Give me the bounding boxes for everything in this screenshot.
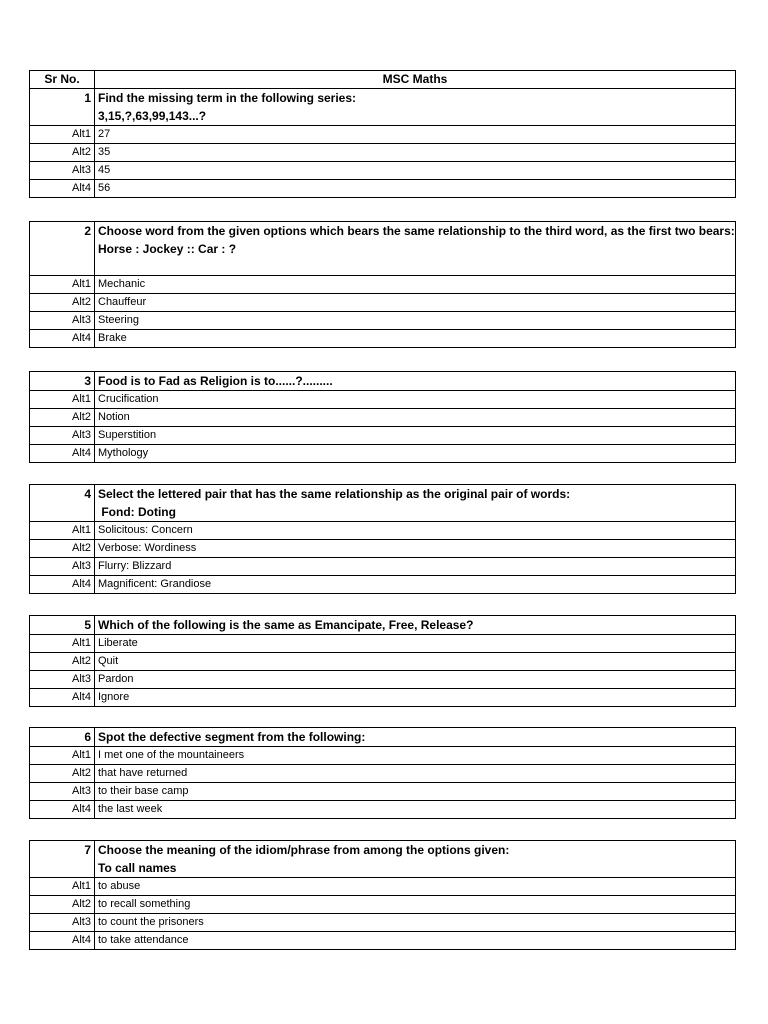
alt-text: to abuse xyxy=(95,878,736,896)
alt-text: Mythology xyxy=(95,445,736,463)
alt-label: Alt4 xyxy=(30,445,95,463)
alt-label: Alt4 xyxy=(30,576,95,594)
question-text xyxy=(95,222,736,276)
alt-text: Liberate xyxy=(95,635,736,653)
alternative-row xyxy=(30,445,736,463)
alt-label: Alt2 xyxy=(30,896,95,914)
question-row xyxy=(30,841,736,878)
alt-label: Alt3 xyxy=(30,162,95,180)
question-text xyxy=(95,485,736,522)
alternative-row xyxy=(30,558,736,576)
question-line: Select the lettered pair that has the same relationship as the original pair of words: xyxy=(98,487,571,501)
alt-label: Alt1 xyxy=(30,126,95,144)
alt-text: the last week xyxy=(95,801,736,819)
alt-label: Alt2 xyxy=(30,540,95,558)
alt-text: Quit xyxy=(95,653,736,671)
alt-text: I met one of the mountaineers xyxy=(95,747,736,765)
question-line: Choose the meaning of the idiom/phrase from among the options given: xyxy=(98,843,510,857)
alternative-row xyxy=(30,896,736,914)
alt-text: to take attendance xyxy=(95,932,736,950)
alt-text: Notion xyxy=(95,409,736,427)
question-text xyxy=(95,616,736,635)
alternative-row xyxy=(30,294,736,312)
alt-text: Flurry: Blizzard xyxy=(95,558,736,576)
question-number: 3 xyxy=(30,372,95,391)
alt-text: Superstition xyxy=(95,427,736,445)
question-number: 6 xyxy=(30,728,95,747)
alt-label: Alt3 xyxy=(30,914,95,932)
question-text xyxy=(95,841,736,878)
alternative-row xyxy=(30,427,736,445)
question-line: Spot the defective segment from the following: xyxy=(98,730,366,744)
question-row xyxy=(30,222,736,276)
alternative-row xyxy=(30,765,736,783)
question-row xyxy=(30,372,736,391)
sr-no-header: Sr No. xyxy=(30,71,95,89)
alt-label: Alt1 xyxy=(30,276,95,294)
alternative-row xyxy=(30,276,736,294)
question-table-3 xyxy=(29,371,736,463)
question-number: 5 xyxy=(30,616,95,635)
alternative-row xyxy=(30,635,736,653)
alt-label: Alt1 xyxy=(30,522,95,540)
alternative-row xyxy=(30,914,736,932)
alternative-row xyxy=(30,312,736,330)
alt-text: 35 xyxy=(95,144,736,162)
alternative-row xyxy=(30,540,736,558)
question-line: Fond: Doting xyxy=(98,505,176,519)
question-row xyxy=(30,89,736,126)
alt-text: Mechanic xyxy=(95,276,736,294)
question-line: Find the missing term in the following series: xyxy=(98,91,357,105)
question-line: Food is to Fad as Religion is to......?......... xyxy=(98,374,333,388)
alt-label: Alt2 xyxy=(30,144,95,162)
sheet-title: MSC Maths xyxy=(95,71,736,89)
question-table-4 xyxy=(29,484,736,594)
question-line: Horse : Jockey :: Car : ? xyxy=(98,242,237,256)
alt-label: Alt1 xyxy=(30,635,95,653)
question-table-2 xyxy=(29,221,736,348)
alt-text: to their base camp xyxy=(95,783,736,801)
alternative-row xyxy=(30,801,736,819)
alternative-row xyxy=(30,391,736,409)
alt-text: 45 xyxy=(95,162,736,180)
alt-label: Alt2 xyxy=(30,409,95,427)
alternative-row xyxy=(30,747,736,765)
alt-label: Alt2 xyxy=(30,294,95,312)
alternative-row xyxy=(30,689,736,707)
alt-text: Brake xyxy=(95,330,736,348)
alt-text: 56 xyxy=(95,180,736,198)
question-number: 2 xyxy=(30,222,95,276)
alt-label: Alt3 xyxy=(30,312,95,330)
question-table-5 xyxy=(29,615,736,707)
question-number: 7 xyxy=(30,841,95,878)
question-line: Which of the following is the same as Emancipate, Free, Release? xyxy=(98,618,474,632)
alternative-row xyxy=(30,671,736,689)
alternative-row xyxy=(30,144,736,162)
alt-label: Alt3 xyxy=(30,427,95,445)
question-table-1 xyxy=(29,70,736,198)
alt-text: Solicitous: Concern xyxy=(95,522,736,540)
question-row xyxy=(30,616,736,635)
alt-label: Alt3 xyxy=(30,558,95,576)
alt-text: Chauffeur xyxy=(95,294,736,312)
alt-label: Alt2 xyxy=(30,765,95,783)
alternative-row xyxy=(30,932,736,950)
question-table-6 xyxy=(29,727,736,819)
alt-text: that have returned xyxy=(95,765,736,783)
alternative-row xyxy=(30,180,736,198)
alternative-row xyxy=(30,576,736,594)
alternative-row xyxy=(30,126,736,144)
alt-label: Alt3 xyxy=(30,783,95,801)
alt-label: Alt2 xyxy=(30,653,95,671)
question-text xyxy=(95,89,736,126)
question-line: To call names xyxy=(98,861,177,875)
alt-text: 27 xyxy=(95,126,736,144)
question-line: Choose word from the given options which bears the same relationship to the third word, as the first two bears: xyxy=(98,224,735,238)
alternative-row xyxy=(30,162,736,180)
question-row xyxy=(30,485,736,522)
alternative-row xyxy=(30,409,736,427)
alt-text: Ignore xyxy=(95,689,736,707)
alternative-row xyxy=(30,330,736,348)
question-table-7 xyxy=(29,840,736,950)
alt-text: Pardon xyxy=(95,671,736,689)
alt-label: Alt4 xyxy=(30,801,95,819)
question-row xyxy=(30,728,736,747)
question-text xyxy=(95,728,736,747)
alternative-row xyxy=(30,522,736,540)
alt-label: Alt1 xyxy=(30,391,95,409)
question-number: 4 xyxy=(30,485,95,522)
alt-label: Alt4 xyxy=(30,689,95,707)
alternative-row xyxy=(30,653,736,671)
question-text xyxy=(95,372,736,391)
alt-label: Alt4 xyxy=(30,180,95,198)
alt-text: Crucification xyxy=(95,391,736,409)
alt-label: Alt4 xyxy=(30,932,95,950)
alt-text: Steering xyxy=(95,312,736,330)
alt-label: Alt1 xyxy=(30,747,95,765)
alt-label: Alt3 xyxy=(30,671,95,689)
alt-label: Alt1 xyxy=(30,878,95,896)
alt-label: Alt4 xyxy=(30,330,95,348)
alt-text: Verbose: Wordiness xyxy=(95,540,736,558)
alt-text: Magnificent: Grandiose xyxy=(95,576,736,594)
alternative-row xyxy=(30,878,736,896)
alternative-row xyxy=(30,783,736,801)
alt-text: to count the prisoners xyxy=(95,914,736,932)
alt-text: to recall something xyxy=(95,896,736,914)
question-line: 3,15,?,63,99,143...? xyxy=(98,109,207,123)
question-number: 1 xyxy=(30,89,95,126)
